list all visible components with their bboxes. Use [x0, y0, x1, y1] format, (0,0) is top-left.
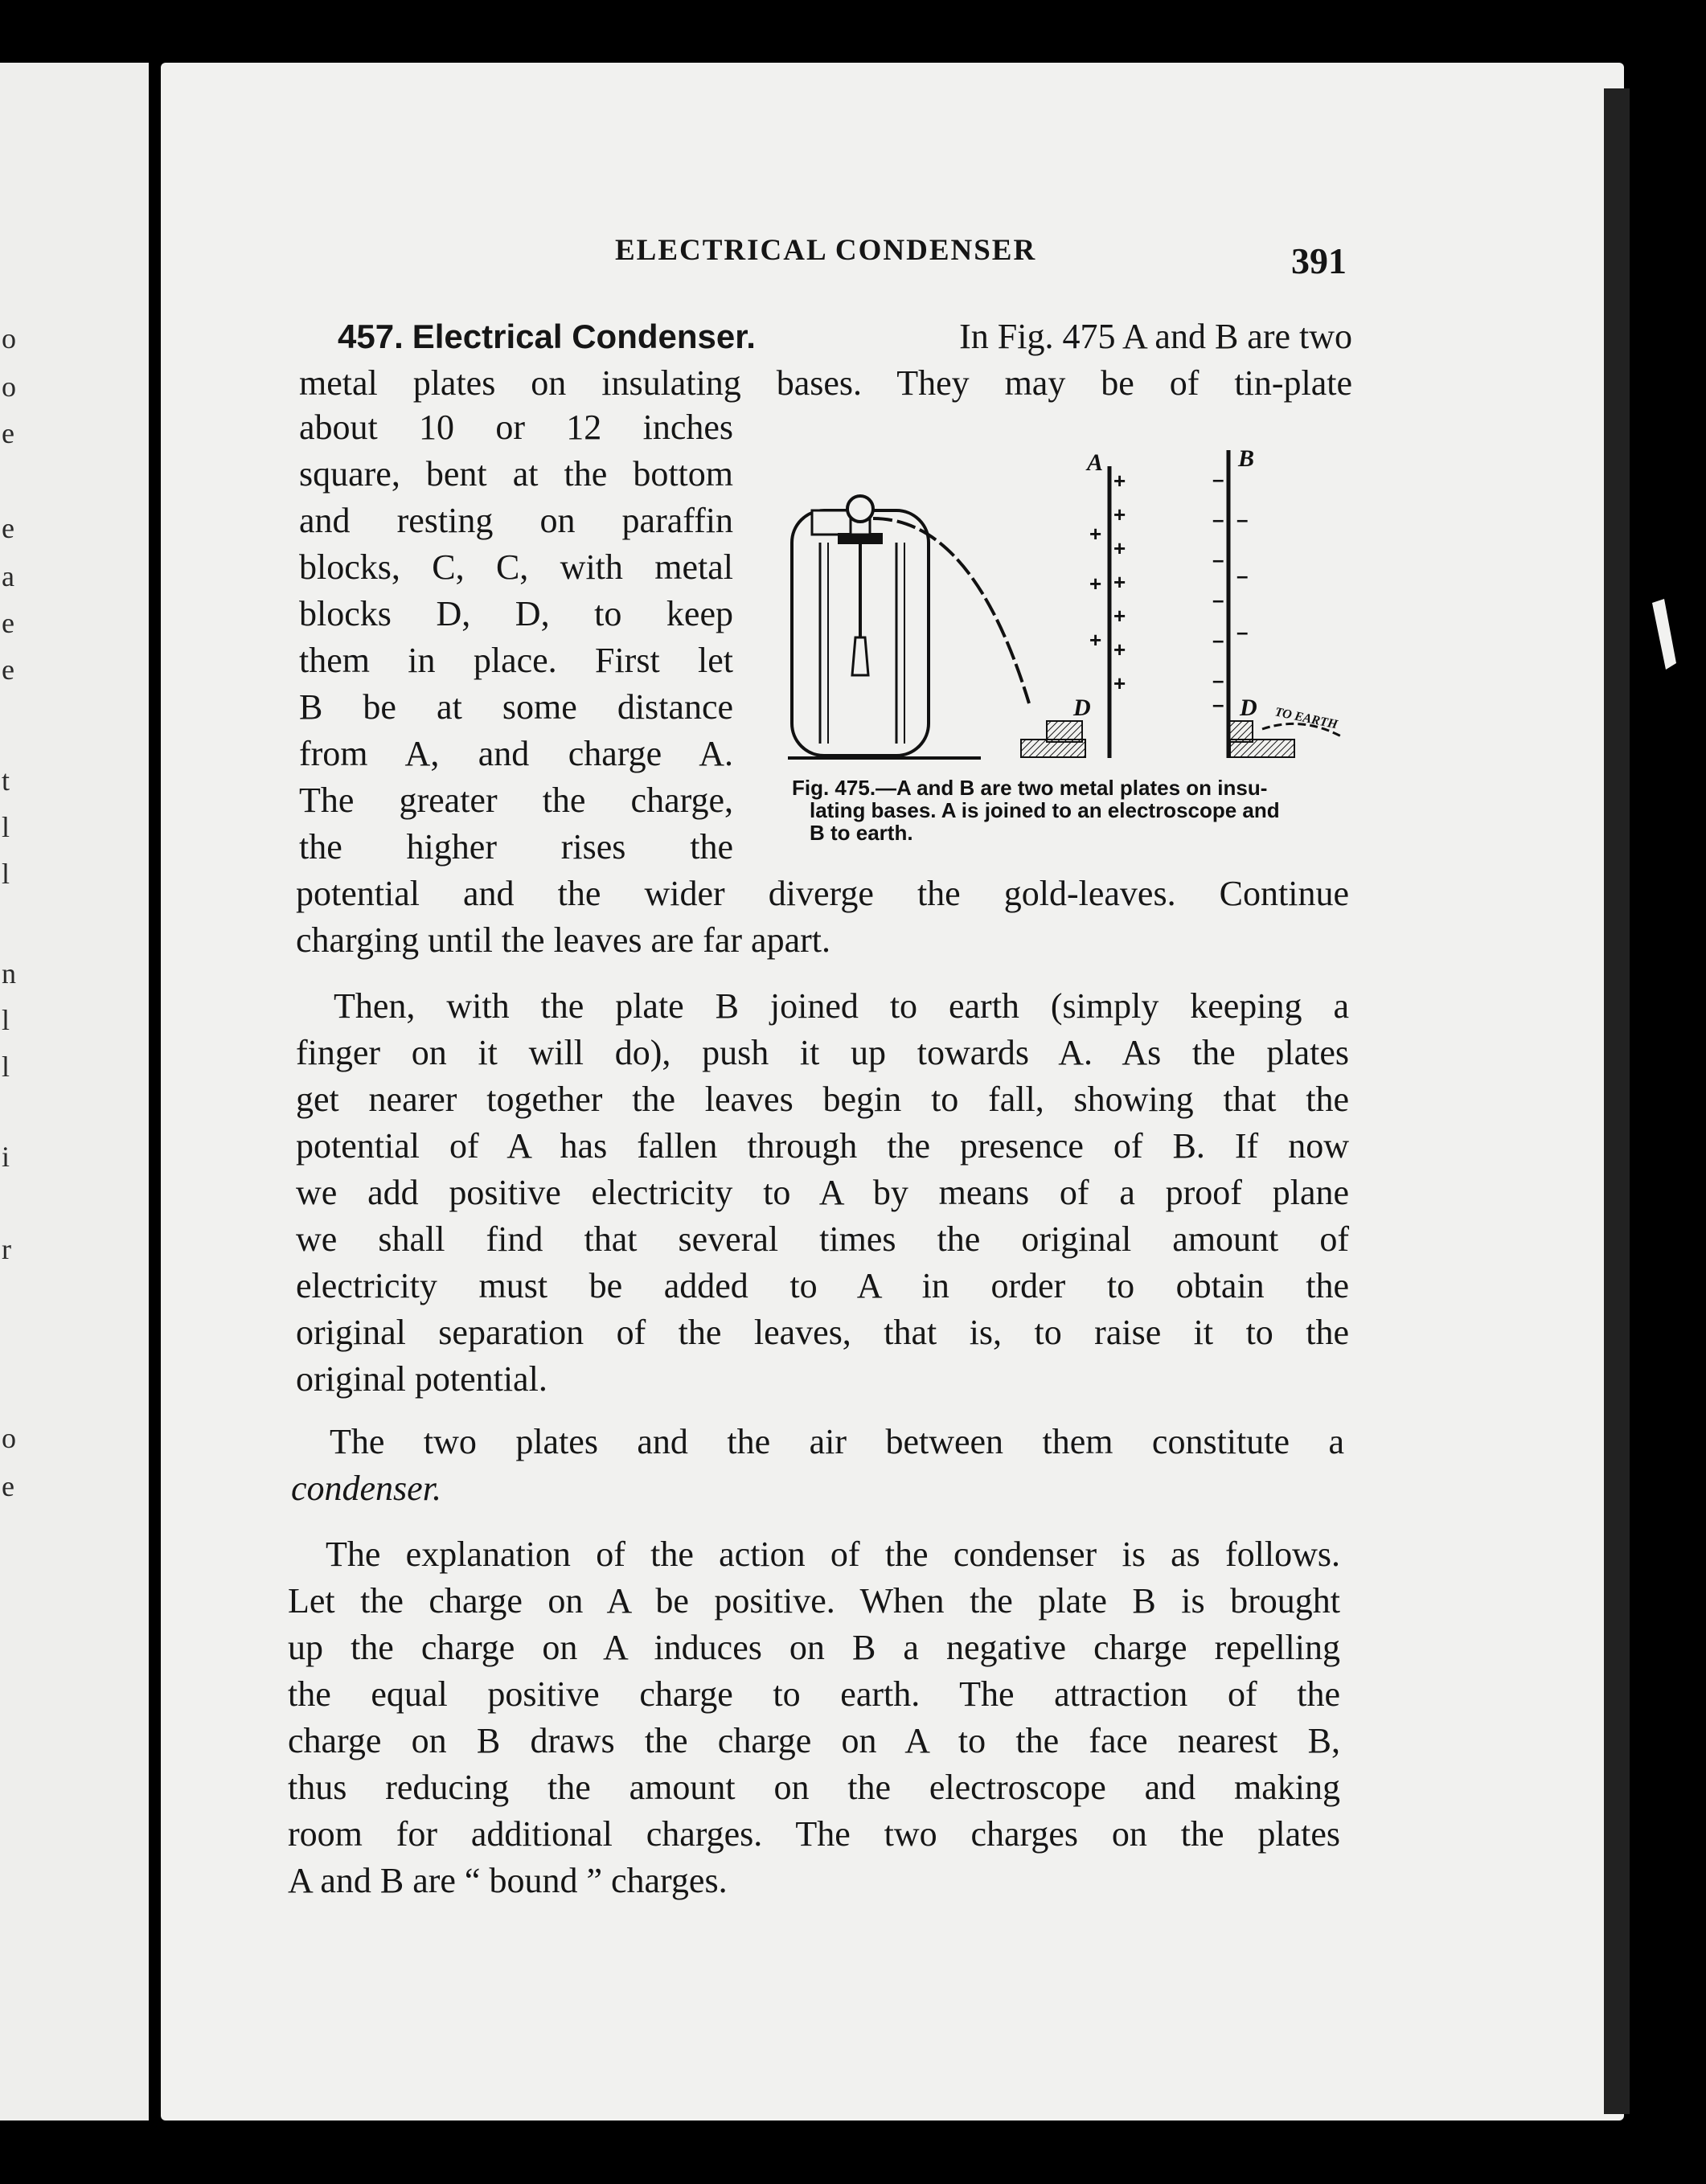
- section-heading: Electrical Condenser.: [412, 318, 756, 355]
- facing-page-fragment: l: [2, 811, 10, 843]
- text-line: Let the charge on A be positive. When the plate B is brought: [288, 1581, 1340, 1621]
- page-edge: [1604, 88, 1630, 2114]
- facing-page: [0, 63, 149, 2120]
- text-line: The two plates and the air between them constitute a: [330, 1422, 1344, 1461]
- text-line: the equal positive charge to earth. The attraction of the: [288, 1674, 1340, 1714]
- charge-plus: +: [1113, 637, 1126, 662]
- facing-page-fragment: t: [2, 764, 10, 797]
- text-line: charge on B draws the charge on A to the face nearest B,: [288, 1721, 1340, 1760]
- charge-minus: –: [1212, 668, 1224, 692]
- plate-a: [1021, 449, 1109, 758]
- wrap-line: about 10 or 12 inches: [299, 408, 733, 447]
- page-number: 391: [1291, 240, 1347, 281]
- electroscope: [792, 496, 929, 756]
- text-line: thus reducing the amount on the electroscope and making: [288, 1768, 1340, 1807]
- text-line: we add positive electricity to A by means of a proof plane: [296, 1173, 1349, 1212]
- text-line: potential of A has fallen through the presence of B. If now: [296, 1126, 1349, 1166]
- running-title: ELECTRICAL CONDENSER: [615, 234, 1037, 267]
- text-line: potential and the wider diverge the gold-leaves. Continue: [296, 874, 1349, 913]
- charge-minus: –: [1212, 628, 1224, 652]
- charge-plus: +: [1089, 572, 1102, 596]
- intro-line: metal plates on insulating bases. They may be of tin-plate: [299, 363, 1352, 403]
- label-a: A: [1087, 449, 1104, 476]
- wrap-line: blocks, C, C, with metal: [299, 547, 733, 587]
- facing-page-fragment: e: [2, 512, 14, 544]
- text-line: get nearer together the leaves begin to fall, showing that the: [296, 1080, 1349, 1119]
- facing-page-fragment: a: [2, 560, 14, 592]
- facing-page-fragment: e: [2, 654, 14, 686]
- charge-minus: –: [1236, 563, 1249, 588]
- wrap-line: and resting on paraffin: [299, 501, 733, 540]
- charge-minus: –: [1212, 588, 1224, 612]
- text-line: original potential.: [296, 1359, 547, 1399]
- charge-minus: –: [1212, 467, 1224, 491]
- wrap-line: the higher rises the: [299, 827, 733, 867]
- charge-plus: +: [1113, 604, 1126, 628]
- charge-plus: +: [1113, 671, 1126, 695]
- charge-plus: +: [1113, 570, 1126, 594]
- facing-page-fragment: l: [2, 1004, 10, 1036]
- text-line: finger on it will do), push it up towards A. As the plates: [296, 1033, 1349, 1072]
- charge-minus: –: [1212, 692, 1224, 716]
- charge-minus: –: [1236, 620, 1249, 644]
- facing-page-fragment: l: [2, 858, 10, 890]
- wrap-line: them in place. First let: [299, 641, 733, 680]
- label-b: B: [1238, 445, 1255, 472]
- text-line: we shall find that several times the original amount of: [296, 1219, 1349, 1259]
- charge-plus: +: [1113, 469, 1126, 493]
- label-d: D: [1240, 695, 1257, 721]
- wrap-line: square, bent at the bottom: [299, 454, 733, 494]
- charge-plus: +: [1089, 628, 1102, 652]
- text-line: up the charge on A induces on B a negative charge repelling: [288, 1628, 1340, 1667]
- plate-b: [1228, 445, 1343, 758]
- wrap-line: blocks D, D, to keep: [299, 594, 733, 633]
- facing-page-fragment: o: [2, 1422, 16, 1454]
- caption-line: B to earth.: [810, 821, 913, 845]
- facing-page-fragment: o: [2, 322, 16, 354]
- caption-line: Fig. 475.—A and B are two metal plates on insu-: [792, 776, 1268, 800]
- label-d: D: [1073, 695, 1091, 721]
- facing-page-fragment: e: [2, 1470, 14, 1502]
- charge-plus: +: [1089, 522, 1102, 546]
- wrap-line: B be at some distance: [299, 687, 733, 727]
- text-line: A and B are “ bound ” charges.: [288, 1861, 728, 1900]
- text-line: original separation of the leaves, that is, to raise it to the: [296, 1313, 1349, 1352]
- text-line: room for additional charges. The two charges on the plates: [288, 1814, 1340, 1854]
- text-line: electricity must be added to A in order to obtain the: [296, 1266, 1349, 1305]
- wrap-line: from A, and charge A.: [299, 734, 733, 773]
- facing-page-fragment: l: [2, 1051, 10, 1083]
- charge-plus: +: [1113, 502, 1126, 527]
- facing-page-fragment: r: [2, 1233, 11, 1265]
- paper-tag: [1648, 599, 1680, 671]
- caption-line: lating bases. A is joined to an electroscope and: [810, 798, 1280, 822]
- figure-caption: [792, 776, 1351, 844]
- text-line: charging until the leaves are far apart.: [296, 920, 830, 960]
- charge-minus: –: [1212, 547, 1224, 572]
- figure-475: [788, 438, 1351, 768]
- facing-page-fragment: o: [2, 371, 16, 403]
- facing-page-fragment: n: [2, 957, 16, 990]
- intro-line: In Fig. 475 A and B are two: [959, 317, 1352, 356]
- charge-minus: –: [1212, 507, 1224, 531]
- wrap-line: The greater the charge,: [299, 781, 733, 820]
- facing-page-fragment: e: [2, 417, 14, 449]
- section-heading-line: [338, 319, 1352, 354]
- facing-page-fragment: i: [2, 1141, 10, 1173]
- term-condenser: condenser.: [291, 1469, 441, 1508]
- section-number: 457.: [338, 318, 404, 355]
- earth-label: TO EARTH: [1273, 705, 1339, 732]
- facing-page-fragment: e: [2, 607, 14, 639]
- charge-plus: +: [1113, 536, 1126, 560]
- charge-minus: –: [1236, 507, 1249, 531]
- text-line: Then, with the plate B joined to earth (simply keeping a: [334, 986, 1349, 1026]
- text-line: The explanation of the action of the condenser is as follows.: [326, 1535, 1340, 1574]
